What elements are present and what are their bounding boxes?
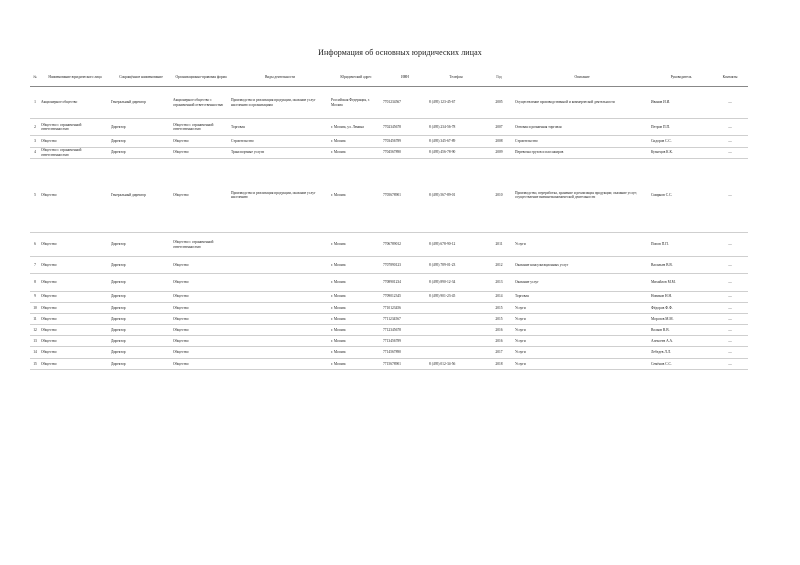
table-cell: Директор xyxy=(110,302,172,313)
table-cell: 8 (495) 345-67-89 xyxy=(428,136,484,147)
table-cell: Общество xyxy=(172,158,230,232)
table-cell: 6 xyxy=(30,232,40,256)
table-cell: Акционерное общество с ограниченной ответственностью xyxy=(172,87,230,119)
table-cell: 8 (495) 567-89-01 xyxy=(428,158,484,232)
table-cell: Общество xyxy=(172,313,230,324)
table-row xyxy=(30,232,748,256)
table-cell: г. Москва xyxy=(330,232,382,256)
table-cell: Общество xyxy=(40,136,110,147)
table-cell: 7713456789 xyxy=(382,336,428,347)
table-row xyxy=(30,325,748,336)
table-row xyxy=(30,147,748,158)
column-header: Организационно-правовая форма xyxy=(172,68,230,87)
table-cell: г. Москва xyxy=(330,358,382,369)
table-cell: Торговля xyxy=(514,291,650,302)
table-cell xyxy=(428,347,484,358)
table-cell: Общество xyxy=(40,291,110,302)
table-cell: 8 (495) 123-45-67 xyxy=(428,87,484,119)
table-cell: 2008 xyxy=(484,136,514,147)
table-cell: г. Москва xyxy=(330,302,382,313)
table-cell: — xyxy=(712,274,748,291)
table-row xyxy=(30,119,748,136)
table-cell: Васильев В.В. xyxy=(650,257,712,274)
table-cell: 8 (495) 901-23-45 xyxy=(428,291,484,302)
table-cell: Директор xyxy=(110,257,172,274)
table-cell: Волков В.В. xyxy=(650,325,712,336)
table-cell: Лебедев Л.Л. xyxy=(650,347,712,358)
table-cell: 8 (495) 789-01-23 xyxy=(428,257,484,274)
table-cell: — xyxy=(712,158,748,232)
table-cell: — xyxy=(712,302,748,313)
column-header: № xyxy=(30,68,40,87)
table-cell: Новиков Н.Н. xyxy=(650,291,712,302)
table-cell: г. Москва xyxy=(330,336,382,347)
table-cell xyxy=(230,291,330,302)
table-cell: 8 (495) 012-34-56 xyxy=(428,358,484,369)
table-cell: 8 (495) 678-90-12 xyxy=(428,232,484,256)
table-cell: 7703456789 xyxy=(382,136,428,147)
table-cell: Общество xyxy=(172,347,230,358)
table-cell: Общество xyxy=(40,232,110,256)
table-row xyxy=(30,136,748,147)
table-cell: Иванов И.И. xyxy=(650,87,712,119)
column-header: Контакты xyxy=(712,68,748,87)
table-cell: Кузнецов К.К. xyxy=(650,147,712,158)
table-cell: Общество xyxy=(40,325,110,336)
table-cell: Транспортные услуги xyxy=(230,147,330,158)
table-row xyxy=(30,313,748,324)
table-cell: г. Москва xyxy=(330,325,382,336)
table-cell: — xyxy=(712,336,748,347)
table-cell: Алексеев А.А. xyxy=(650,336,712,347)
table-cell xyxy=(230,302,330,313)
table-cell: 7711234567 xyxy=(382,313,428,324)
table-body xyxy=(30,87,748,370)
table-cell: 15 xyxy=(30,358,40,369)
column-header: Юридический адрес xyxy=(330,68,382,87)
table-cell: Общество xyxy=(40,302,110,313)
table-cell: Общество xyxy=(172,257,230,274)
table-cell: Общество xyxy=(172,136,230,147)
table-cell: 2013 xyxy=(484,274,514,291)
table-cell: 5 xyxy=(30,158,40,232)
table-cell: Генеральный директор xyxy=(110,87,172,119)
table-cell: г. Москва xyxy=(330,257,382,274)
table-cell: Директор xyxy=(110,358,172,369)
table-cell: Генеральный директор xyxy=(110,158,172,232)
table-row xyxy=(30,347,748,358)
header-row xyxy=(30,68,748,87)
table-row xyxy=(30,336,748,347)
table-cell: Услуги xyxy=(514,347,650,358)
table-cell: Директор xyxy=(110,136,172,147)
table-cell xyxy=(230,232,330,256)
table-cell: 10 xyxy=(30,302,40,313)
table-cell: Семёнов С.С. xyxy=(650,358,712,369)
table-cell: 8 xyxy=(30,274,40,291)
table-cell: 2012 xyxy=(484,257,514,274)
table-cell: 7701234567 xyxy=(382,87,428,119)
table-cell: Оказание консультационных услуг xyxy=(514,257,650,274)
table-cell: 2016 xyxy=(484,336,514,347)
table-cell: 2 xyxy=(30,119,40,136)
table-cell: 14 xyxy=(30,347,40,358)
table-cell: 7712345678 xyxy=(382,325,428,336)
table-cell: Михайлов М.М. xyxy=(650,274,712,291)
table-cell: 7705678901 xyxy=(382,158,428,232)
table-cell: Общество с ограниченной ответственностью xyxy=(172,119,230,136)
table-cell: Общество xyxy=(40,274,110,291)
table-cell: 7715678901 xyxy=(382,358,428,369)
table-row xyxy=(30,158,748,232)
table-cell: 2018 xyxy=(484,358,514,369)
table-cell: Осуществление производственной и коммерческой деятельности xyxy=(514,87,650,119)
table-cell: Торговля xyxy=(230,119,330,136)
table-cell: 2017 xyxy=(484,347,514,358)
table-cell: Общество xyxy=(40,347,110,358)
table-cell: Петров П.П. xyxy=(650,119,712,136)
table-cell: Директор xyxy=(110,119,172,136)
table-cell: Услуги xyxy=(514,302,650,313)
table-cell: г. Москва xyxy=(330,347,382,358)
table-cell: Оптовая и розничная торговля xyxy=(514,119,650,136)
table-cell: 11 xyxy=(30,313,40,324)
table-cell: Общество xyxy=(172,274,230,291)
table-cell: 8 (495) 456-78-90 xyxy=(428,147,484,158)
table-cell: 2015 xyxy=(484,313,514,324)
table-cell: Общество xyxy=(40,336,110,347)
column-header: ИНН xyxy=(382,68,428,87)
table-cell: Услуги xyxy=(514,325,650,336)
table-cell: Производство и реализация продукции, оказание услуг населению xyxy=(230,158,330,232)
table-cell: Общество xyxy=(40,313,110,324)
table-cell: — xyxy=(712,257,748,274)
table-cell: Попов П.П. xyxy=(650,232,712,256)
table-cell: Услуги xyxy=(514,358,650,369)
table-row xyxy=(30,291,748,302)
table-cell: Директор xyxy=(110,313,172,324)
table-row xyxy=(30,302,748,313)
column-header: Виды деятельности xyxy=(230,68,330,87)
table-cell: 7706789012 xyxy=(382,232,428,256)
document-title: Информация об основных юридических лицах xyxy=(318,48,482,57)
table-cell: г. Москва xyxy=(330,147,382,158)
table-cell: Акционерное общество xyxy=(40,87,110,119)
table-cell: 2005 xyxy=(484,87,514,119)
table-cell xyxy=(428,302,484,313)
table-cell: 9 xyxy=(30,291,40,302)
table-cell: Общество xyxy=(172,291,230,302)
table-cell: Общество xyxy=(40,358,110,369)
table-cell: г. Москва xyxy=(330,313,382,324)
table-cell: 7707890123 xyxy=(382,257,428,274)
table-cell: Смирнов С.С. xyxy=(650,158,712,232)
table-cell: Общество xyxy=(40,257,110,274)
table-cell: Общество xyxy=(172,302,230,313)
table-cell: 4 xyxy=(30,147,40,158)
table-cell: Общество xyxy=(172,147,230,158)
table-cell: — xyxy=(712,358,748,369)
table-cell: Морозов М.М. xyxy=(650,313,712,324)
table-cell xyxy=(230,358,330,369)
table-cell: Общество xyxy=(40,158,110,232)
table-cell: 7708901234 xyxy=(382,274,428,291)
table-cell: 1 xyxy=(30,87,40,119)
table-cell: г. Москва xyxy=(330,136,382,147)
table-cell: — xyxy=(712,147,748,158)
table-cell: Строительство xyxy=(230,136,330,147)
table-cell: 2014 xyxy=(484,291,514,302)
table-cell: — xyxy=(712,136,748,147)
table-cell: г. Москва xyxy=(330,291,382,302)
table-cell: г. Москва xyxy=(330,158,382,232)
table-cell: — xyxy=(712,119,748,136)
table-cell xyxy=(428,313,484,324)
table-row xyxy=(30,274,748,291)
table-cell: — xyxy=(712,347,748,358)
table-cell xyxy=(230,336,330,347)
table-cell: г. Москва xyxy=(330,274,382,291)
table-cell: 7 xyxy=(30,257,40,274)
table-cell: — xyxy=(712,325,748,336)
table-cell: Директор xyxy=(110,347,172,358)
table-cell xyxy=(428,336,484,347)
table-cell: Перевозка грузов и пассажиров xyxy=(514,147,650,158)
table-cell xyxy=(230,257,330,274)
table-cell: г. Москва, ул. Ленина xyxy=(330,119,382,136)
table-cell: 2011 xyxy=(484,232,514,256)
table-cell: 7702345678 xyxy=(382,119,428,136)
table-cell xyxy=(230,274,330,291)
table-cell xyxy=(230,325,330,336)
table-cell: — xyxy=(712,291,748,302)
table-cell xyxy=(230,313,330,324)
table-cell: Строительство xyxy=(514,136,650,147)
table-cell: Директор xyxy=(110,336,172,347)
column-header: Сокращённое наименование xyxy=(110,68,172,87)
column-header: Наименование юридического лица xyxy=(40,68,110,87)
table-cell: 7709012345 xyxy=(382,291,428,302)
table-cell: 13 xyxy=(30,336,40,347)
table-cell: Услуги xyxy=(514,232,650,256)
table-cell: Оказание услуг xyxy=(514,274,650,291)
column-header: Год xyxy=(484,68,514,87)
table-cell: Фёдоров Ф.Ф. xyxy=(650,302,712,313)
table-cell: Производство, переработка, хранение и реализация продукции; оказание услуг; осуществление внешнеэкономической деятельности xyxy=(514,158,650,232)
table-cell: — xyxy=(712,313,748,324)
table-cell: — xyxy=(712,87,748,119)
column-header: Описание xyxy=(514,68,650,87)
table-cell: Директор xyxy=(110,325,172,336)
table-cell: Сидоров С.С. xyxy=(650,136,712,147)
column-header: Руководитель xyxy=(650,68,712,87)
column-header: Телефон xyxy=(428,68,484,87)
table-cell: Российская Федерация, г. Москва xyxy=(330,87,382,119)
table-cell: 2015 xyxy=(484,302,514,313)
table-cell: Общество с ограниченной ответственностью xyxy=(40,147,110,158)
table-cell: Общество xyxy=(172,325,230,336)
table-cell: Директор xyxy=(110,147,172,158)
table-cell: Директор xyxy=(110,274,172,291)
table-cell: 7710123456 xyxy=(382,302,428,313)
table-cell: Директор xyxy=(110,232,172,256)
table-cell: 2010 xyxy=(484,158,514,232)
table-cell: — xyxy=(712,232,748,256)
table-cell: Общество с ограниченной ответственностью xyxy=(172,232,230,256)
table-cell: Услуги xyxy=(514,313,650,324)
table-cell: 2016 xyxy=(484,325,514,336)
table-cell xyxy=(230,347,330,358)
table-row xyxy=(30,87,748,119)
table-cell: Общество с ограниченной ответственностью xyxy=(40,119,110,136)
table-cell: 12 xyxy=(30,325,40,336)
register-table xyxy=(30,68,748,370)
table-cell: Директор xyxy=(110,291,172,302)
table-cell: Производство и реализация продукции, оказание услуг населению и организациям xyxy=(230,87,330,119)
table-cell: 2009 xyxy=(484,147,514,158)
table-cell: Общество xyxy=(172,336,230,347)
table-cell: Услуги xyxy=(514,336,650,347)
table-cell: 8 (495) 234-56-78 xyxy=(428,119,484,136)
table-row xyxy=(30,257,748,274)
table-cell: 8 (495) 890-12-34 xyxy=(428,274,484,291)
table-cell: 7714567890 xyxy=(382,347,428,358)
table-cell: 2007 xyxy=(484,119,514,136)
table-row xyxy=(30,358,748,369)
table-cell: 3 xyxy=(30,136,40,147)
table-cell xyxy=(428,325,484,336)
table-cell: Общество xyxy=(172,358,230,369)
table-cell: 7704567890 xyxy=(382,147,428,158)
